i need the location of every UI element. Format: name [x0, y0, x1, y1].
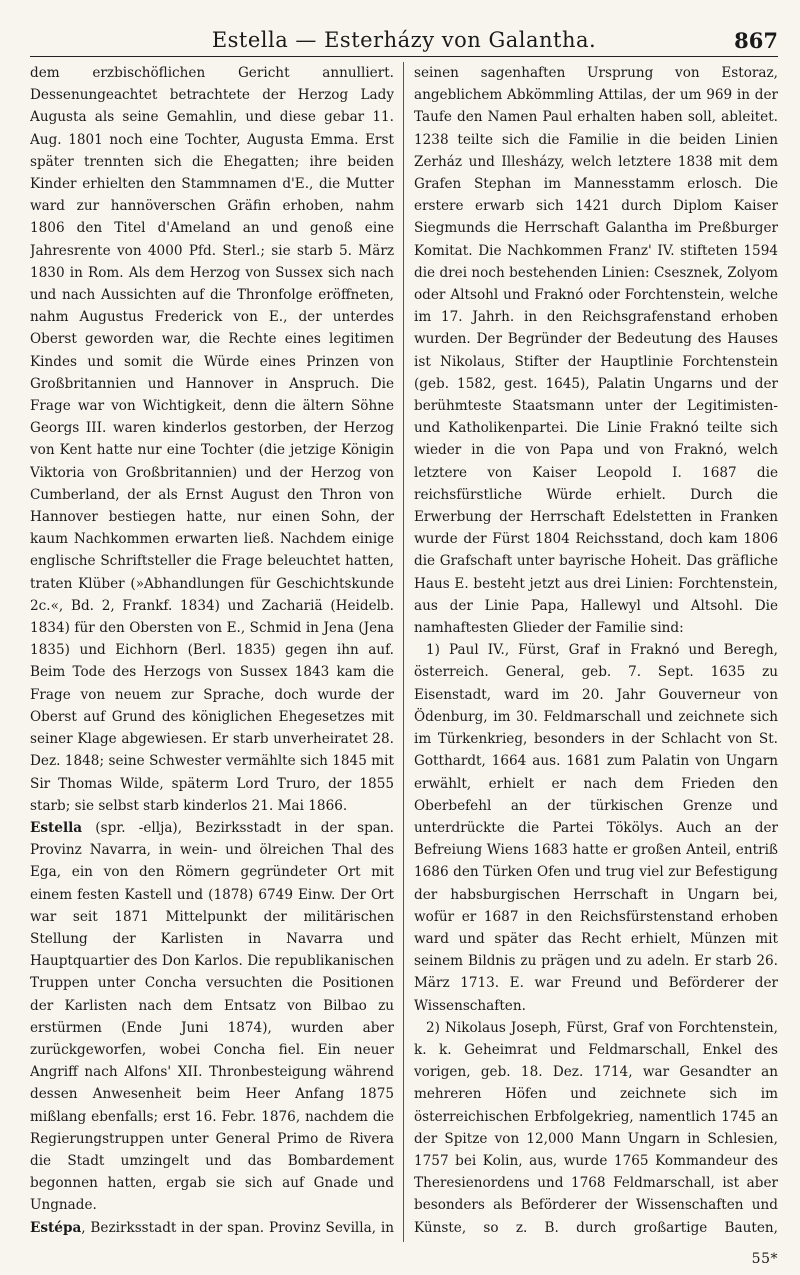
column-divider [403, 62, 404, 1242]
entry-estella: Estella (spr. -ellja), Bezirksstadt in der span. Provinz Navarra, in wein- und ölreichen Thal des Ega, ein von den Römern gegründeter Ort mit einem festen Kastell und (1878) 6749 Einw. Der Ort war seit 1871 Mittelpunkt der militärischen Stellung der Karlisten in Navarra und Hauptquartier des Don Karlos. Die republikanischen Truppen unter Concha versuchten die Positionen der Karlisten nach dem Entsatz von Bilbao zu erstürmen (Ende Juni 1874), wurden aber zurückgeworfen, wobei Concha fiel. Ein neuer Angriff nach Alfons' XII. Thronbesteigung während dessen Anwesenheit beim Heer Anfang 1875 mißlang ebenfalls; erst 16. Febr. 1876, nachdem die Regierungstruppen unter General Primo de Rivera die Stadt umzingelt und das Bombardement begonnen hatten, ergab sie sich auf Gnade und Ungnade. [30, 819, 394, 1214]
signature-mark: 55* [751, 1251, 778, 1267]
page [30, 22, 778, 1267]
right-column [414, 62, 778, 1242]
subentry-paul-iv: 1) Paul IV., Fürst, Graf in Fraknó und Beregh, österreich. General, geb. 7. Sept. 1635 zu Eisenstadt, ward im 20. Jahr Gouverneur von Ödenburg, im 30. Feldmarschall und zeichnete sich im Türkenkrieg, besonders in der Schlacht von St. Gotthardt, 1664 aus. 1681 zum Palatin von Ungarn erwählt, erhielt er nach dem Frieden den Oberbefehl an der türkischen Grenze und unterdrückte die Partei Tökölys. Auch an der Befreiung Wiens 1683 hatte er großen Anteil, entriß 1686 den Türken Ofen und trug viel zur Befestigung der habsburgischen Herrschaft in Ungarn bei, wofür er 1687 in den Reichsfürstenstand erhoben ward und später das Recht erhielt, Münzen mit seinem Bildnis zu prägen und zu adeln. Er starb 26. März 1713. E. war Freund und Beförderer der Wissenschaften. [414, 642, 778, 1014]
headword: Estella [30, 819, 83, 836]
entry-estepa: Estépa, Bezirksstadt in der span. Provinz Sevilla, in [30, 1219, 394, 1236]
entry-continuation: dem erzbischöflichen Gericht annulliert. Dessenungeachtet betrachtete der Herzog Lady Augusta als seine Gemahlin, und diese gebar 11. Aug. 1801 noch eine Tochter, Augusta Emma. Erst später trennten sich die Ehegatten; ihre beiden Kinder erhielten den Stammnamen d'E., die Mutter ward zur hannöverschen Gräfin erhoben, nahm 1806 den Titel d'Ameland an und genoß eine Jahresrente von 4000 Pfd. Sterl.; sie starb 5. März 1830 in Rom. Als dem Herzog von Sussex sich nach und nach Aussichten auf die Thronfolge eröffneten, nahm Augustus Frederick von E., der unterdes Oberst geworden war, die Rechte eines legitimen Kindes und somit die Würde eines Prinzen von Großbritannien und Hannover in Anspruch. Die Frage war von Wichtigkeit, denn die ältern Söhne Georgs III. waren kinderlos gestorben, der Herzog von Kent hatte nur eine Tochter (die jetzige Königin Viktoria von Großbritannien) und der Herzog von Cumberland, der als Ernst August den Thron von Hannover bestiegen hatte, nur einen Sohn, der kaum Nachkommen erwarten ließ. Nachdem einige englische Schriftsteller die Frage beleuchtet hatten, traten Klüber (»Abhandlungen für Geschichtskunde 2c.«, Bd. 2, Frankf. 1834) und Zachariä (Heidelb. 1834) für den Obersten von E., Schmid in Jena (Jena 1835) und Eichhorn (Berl. 1835) gegen ihn auf. Beim Tode des Herzogs von Sussex 1843 kam die Frage von neuem zur Sprache, doch wurde der Oberst auf Grund des königlichen Ehegesetzes mit seiner Klage abgewiesen. Er starb unverheiratet 28. Dez. 1848; seine Schwester vermählte sich 1845 mit Sir Thomas Wilde, späterm Lord Truro, der 1855 starb; sie selbst starb kinderlos 21. Mai 1866. [30, 65, 394, 814]
text-columns [30, 62, 778, 1242]
subentry-nikolaus-joseph: 2) Nikolaus Joseph, Fürst, Graf von Forchtenstein, k. k. Geheimrat und Feldmarschall, Enkel des vorigen, geb. 18. Dez. 1714, war Gesandter an mehreren Höfen und zeichnete sich im österreichischen Erbfolgekrieg, namentlich 1745 an der Spitze von 12,000 Mann Ungarn in Schlesien, 1757 bei Kolin, aus, wurde 1765 Kommandeur des Theresienordens und 1768 Feldmarschall, ist aber besonders als Beförderer der Wissenschaften und Künste, so z. B. durch großartige Bauten, [414, 1019, 778, 1236]
left-column [30, 62, 394, 1242]
page-title: Estella — Esterházy von Galantha. [211, 28, 597, 52]
entry-continuation: seinen sagenhaften Ursprung von Estoraz, angeblichem Abkömmling Attilas, der um 969 in der Taufe den Namen Paul erhalten haben soll, ableitet. 1238 teilte sich die Familie in die beiden Linien Zerház und Illesházy, welch letztere 1838 mit dem Grafen Stephan im Mannesstamm erlosch. Die erstere erwarb sich 1421 durch Diplom Kaiser Siegmunds die Herrschaft Galantha im Preßburger Komitat. Die Nachkommen Franz' IV. stifteten 1594 die drei noch bestehenden Linien: Csesznek, Zolyom oder Altsohl und Fraknó oder Forchtenstein, welche im 17. Jahrh. in den Reichsgrafenstand erhoben wurden. Der Begründer der Bedeutung des Hauses ist Nikolaus, Stifter der Hauptlinie Forchtenstein (geb. 1582, gest. 1645), Palatin Ungarns und der berühmteste Staatsmann unter der Legitimisten- und Katholikenpartei. Die Linie Fraknó teilte sich wieder in die von Papa und von Fraknó, welch letztere von Kaiser Leopold I. 1687 die reichsfürstliche Würde erhielt. Durch die Erwerbung der Herrschaft Edelstetten in Franken wurde der Fürst 1804 Reichsstand, doch kam 1806 die Grafschaft unter bayrische Hoheit. Das gräfliche Haus E. besteht jetzt aus drei Linien: Forchtenstein, aus der Linie Papa, Hallewyl und Altsohl. Die namhaftesten Glieder der Familie sind: [414, 65, 778, 637]
headword: Estépa [30, 1219, 82, 1236]
page-number: 867 [734, 28, 778, 53]
running-header [30, 22, 778, 57]
